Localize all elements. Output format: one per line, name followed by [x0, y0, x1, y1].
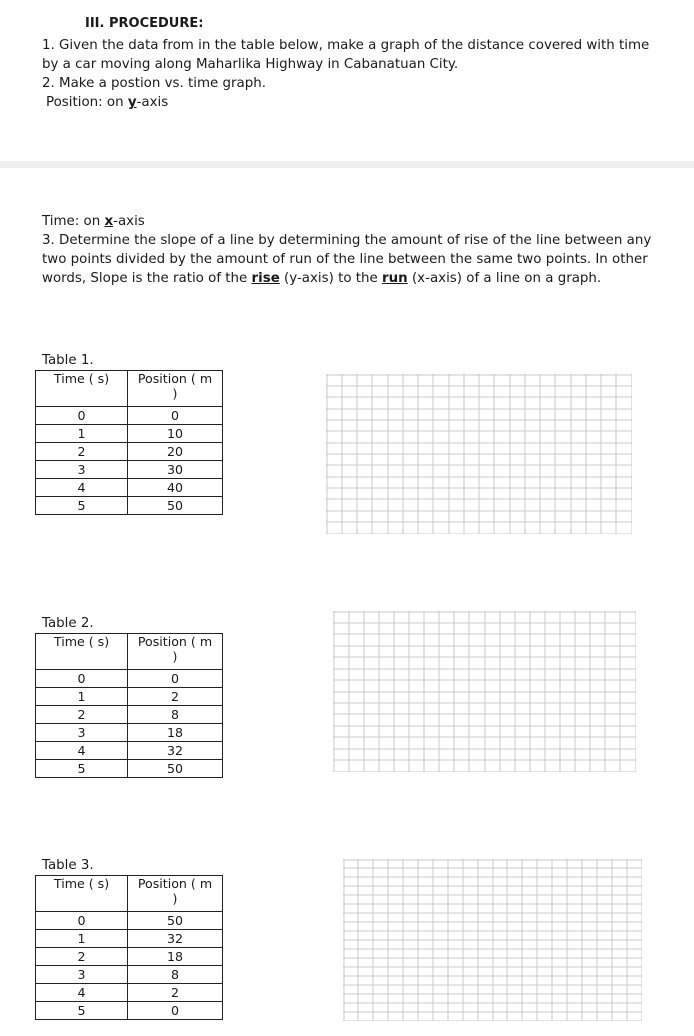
data-table-3	[35, 875, 223, 1020]
time-column-header: Time ( s)	[36, 634, 128, 670]
position-cell: 2	[128, 688, 223, 706]
intro-paragraph	[42, 36, 682, 112]
table-row	[36, 742, 223, 760]
time-cell: 2	[36, 443, 128, 461]
table-row	[36, 670, 223, 688]
time-cell: 0	[36, 912, 128, 930]
time-cell: 0	[36, 407, 128, 425]
intro-line: by a car moving along Maharlika Highway in Cabanatuan City.	[42, 57, 459, 72]
table-row	[36, 948, 223, 966]
table-caption: Table 3.	[42, 858, 94, 873]
time-cell: 5	[36, 760, 128, 778]
slope-line: two points divided by the amount of run of the line between the same two points. In other	[42, 252, 648, 267]
table-caption: Table 1.	[42, 353, 94, 368]
data-table-2	[35, 633, 223, 778]
position-header-line: )	[172, 386, 178, 401]
position-header-line: Position ( m	[137, 371, 213, 386]
table-row	[36, 479, 223, 497]
time-cell: 4	[36, 742, 128, 760]
table-row	[36, 912, 223, 930]
position-cell: 32	[128, 930, 223, 948]
position-header-line: Position ( m	[137, 876, 213, 891]
time-axis-note	[42, 212, 682, 231]
table-row	[36, 984, 223, 1002]
table-row	[36, 688, 223, 706]
slope-text: (x-axis) of a line on a graph.	[407, 271, 602, 286]
table-row	[36, 1002, 223, 1020]
graph-paper-2[interactable]	[333, 611, 636, 772]
time-cell: 4	[36, 479, 128, 497]
position-column-header	[128, 876, 223, 912]
run-term: run	[382, 271, 408, 286]
position-axis-suffix: -axis	[136, 95, 169, 110]
position-column-header	[128, 371, 223, 407]
time-cell: 0	[36, 670, 128, 688]
position-axis-note	[42, 93, 682, 112]
position-cell: 20	[128, 443, 223, 461]
position-cell: 0	[128, 670, 223, 688]
table-header-row	[36, 371, 223, 407]
slope-paragraph	[42, 212, 682, 288]
table-row	[36, 497, 223, 515]
position-cell: 0	[128, 407, 223, 425]
time-cell: 3	[36, 966, 128, 984]
position-column-header	[128, 634, 223, 670]
graph-paper-3[interactable]	[343, 859, 642, 1021]
table-row	[36, 724, 223, 742]
time-cell: 5	[36, 1002, 128, 1020]
slope-text: (y-axis) to the	[279, 271, 383, 286]
rise-term: rise	[251, 271, 280, 286]
position-cell: 0	[128, 1002, 223, 1020]
position-cell: 10	[128, 425, 223, 443]
position-cell: 8	[128, 966, 223, 984]
position-header-line: Position ( m	[137, 634, 213, 649]
table-caption: Table 2.	[42, 616, 94, 631]
position-cell: 50	[128, 497, 223, 515]
time-column-header: Time ( s)	[36, 876, 128, 912]
position-axis-prefix: Position: on	[46, 95, 128, 110]
position-cell: 30	[128, 461, 223, 479]
position-header-line: )	[172, 649, 178, 664]
table-row	[36, 930, 223, 948]
time-column-header: Time ( s)	[36, 371, 128, 407]
position-cell: 18	[128, 948, 223, 966]
y-axis-label: y	[127, 95, 137, 110]
table-row	[36, 425, 223, 443]
position-cell: 2	[128, 984, 223, 1002]
x-axis-label: x	[104, 214, 114, 229]
position-cell: 32	[128, 742, 223, 760]
time-cell: 3	[36, 461, 128, 479]
time-axis-prefix: Time: on	[42, 214, 105, 229]
time-cell: 1	[36, 930, 128, 948]
intro-line: 2. Make a postion vs. time graph.	[42, 76, 266, 91]
table-header-row	[36, 634, 223, 670]
intro-line: 1. Given the data from in the table below, make a graph of the distance covered with time	[42, 38, 650, 53]
position-cell: 18	[128, 724, 223, 742]
table-row	[36, 760, 223, 778]
time-cell: 5	[36, 497, 128, 515]
time-cell: 2	[36, 706, 128, 724]
position-header-line: )	[172, 891, 178, 906]
time-cell: 1	[36, 425, 128, 443]
data-table-1	[35, 370, 223, 515]
table-row	[36, 461, 223, 479]
time-cell: 1	[36, 688, 128, 706]
position-cell: 50	[128, 760, 223, 778]
slope-text: words, Slope is the ratio of the	[42, 271, 252, 286]
position-cell: 50	[128, 912, 223, 930]
slope-line	[42, 269, 682, 288]
table-row	[36, 443, 223, 461]
slope-line: 3. Determine the slope of a line by determining the amount of rise of the line between any	[42, 233, 652, 248]
time-cell: 4	[36, 984, 128, 1002]
table-header-row	[36, 876, 223, 912]
time-cell: 2	[36, 948, 128, 966]
position-cell: 40	[128, 479, 223, 497]
graph-paper-1[interactable]	[326, 374, 632, 534]
position-cell: 8	[128, 706, 223, 724]
table-row	[36, 407, 223, 425]
time-cell: 3	[36, 724, 128, 742]
table-row	[36, 706, 223, 724]
procedure-heading: III. PROCEDURE:	[85, 16, 204, 31]
section-divider	[0, 161, 694, 168]
time-axis-suffix: -axis	[113, 214, 145, 229]
table-row	[36, 966, 223, 984]
